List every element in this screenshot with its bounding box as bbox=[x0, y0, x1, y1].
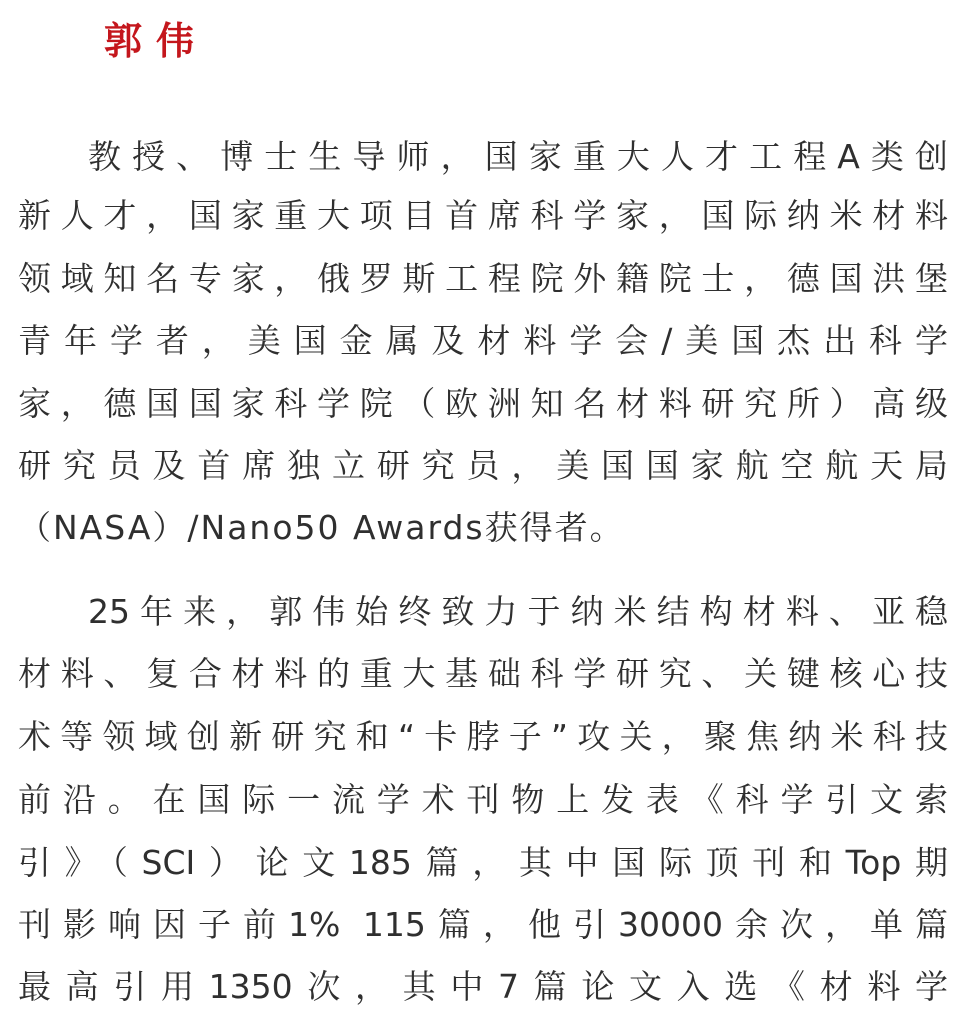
text-line: 前沿。在国际一流学术刊物上发表《科学引文索 bbox=[18, 780, 948, 819]
person-name-heading: 郭伟 bbox=[104, 19, 209, 63]
text-line: 青年学者，美国金属及材料学会/美国杰出科学 bbox=[18, 321, 948, 360]
text-line: 引》（SCI）论文185篇，其中国际顶刊和Top期 bbox=[18, 843, 948, 882]
text-line: 家，德国国家科学院（欧洲知名材料研究所）高级 bbox=[18, 384, 948, 423]
text-line: 25年来，郭伟始终致力于纳米结构材料、亚稳 bbox=[88, 592, 948, 631]
text-line: 新人才，国家重大项目首席科学家，国际纳米材料 bbox=[18, 196, 948, 235]
text-line: （NASA）/Nano50 Awards获得者。 bbox=[18, 508, 625, 547]
text-line: 研究员及首席独立研究员，美国国家航空航天局 bbox=[18, 446, 948, 485]
text-line: 刊影响因子前1% 115篇，他引30000余次，单篇 bbox=[18, 905, 948, 944]
text-line: 最高引用1350次，其中7篇论文入选《材料学 bbox=[18, 967, 948, 1006]
text-line: 教授、博士生导师，国家重大人才工程A类创 bbox=[88, 137, 948, 176]
text-line: 术等领域创新研究和“卡脖子”攻关，聚焦纳米科技 bbox=[18, 717, 948, 756]
text-line: 材料、复合材料的重大基础科学研究、关键核心技 bbox=[18, 654, 948, 693]
text-line: 领域知名专家，俄罗斯工程院外籍院士，德国洪堡 bbox=[18, 259, 948, 298]
